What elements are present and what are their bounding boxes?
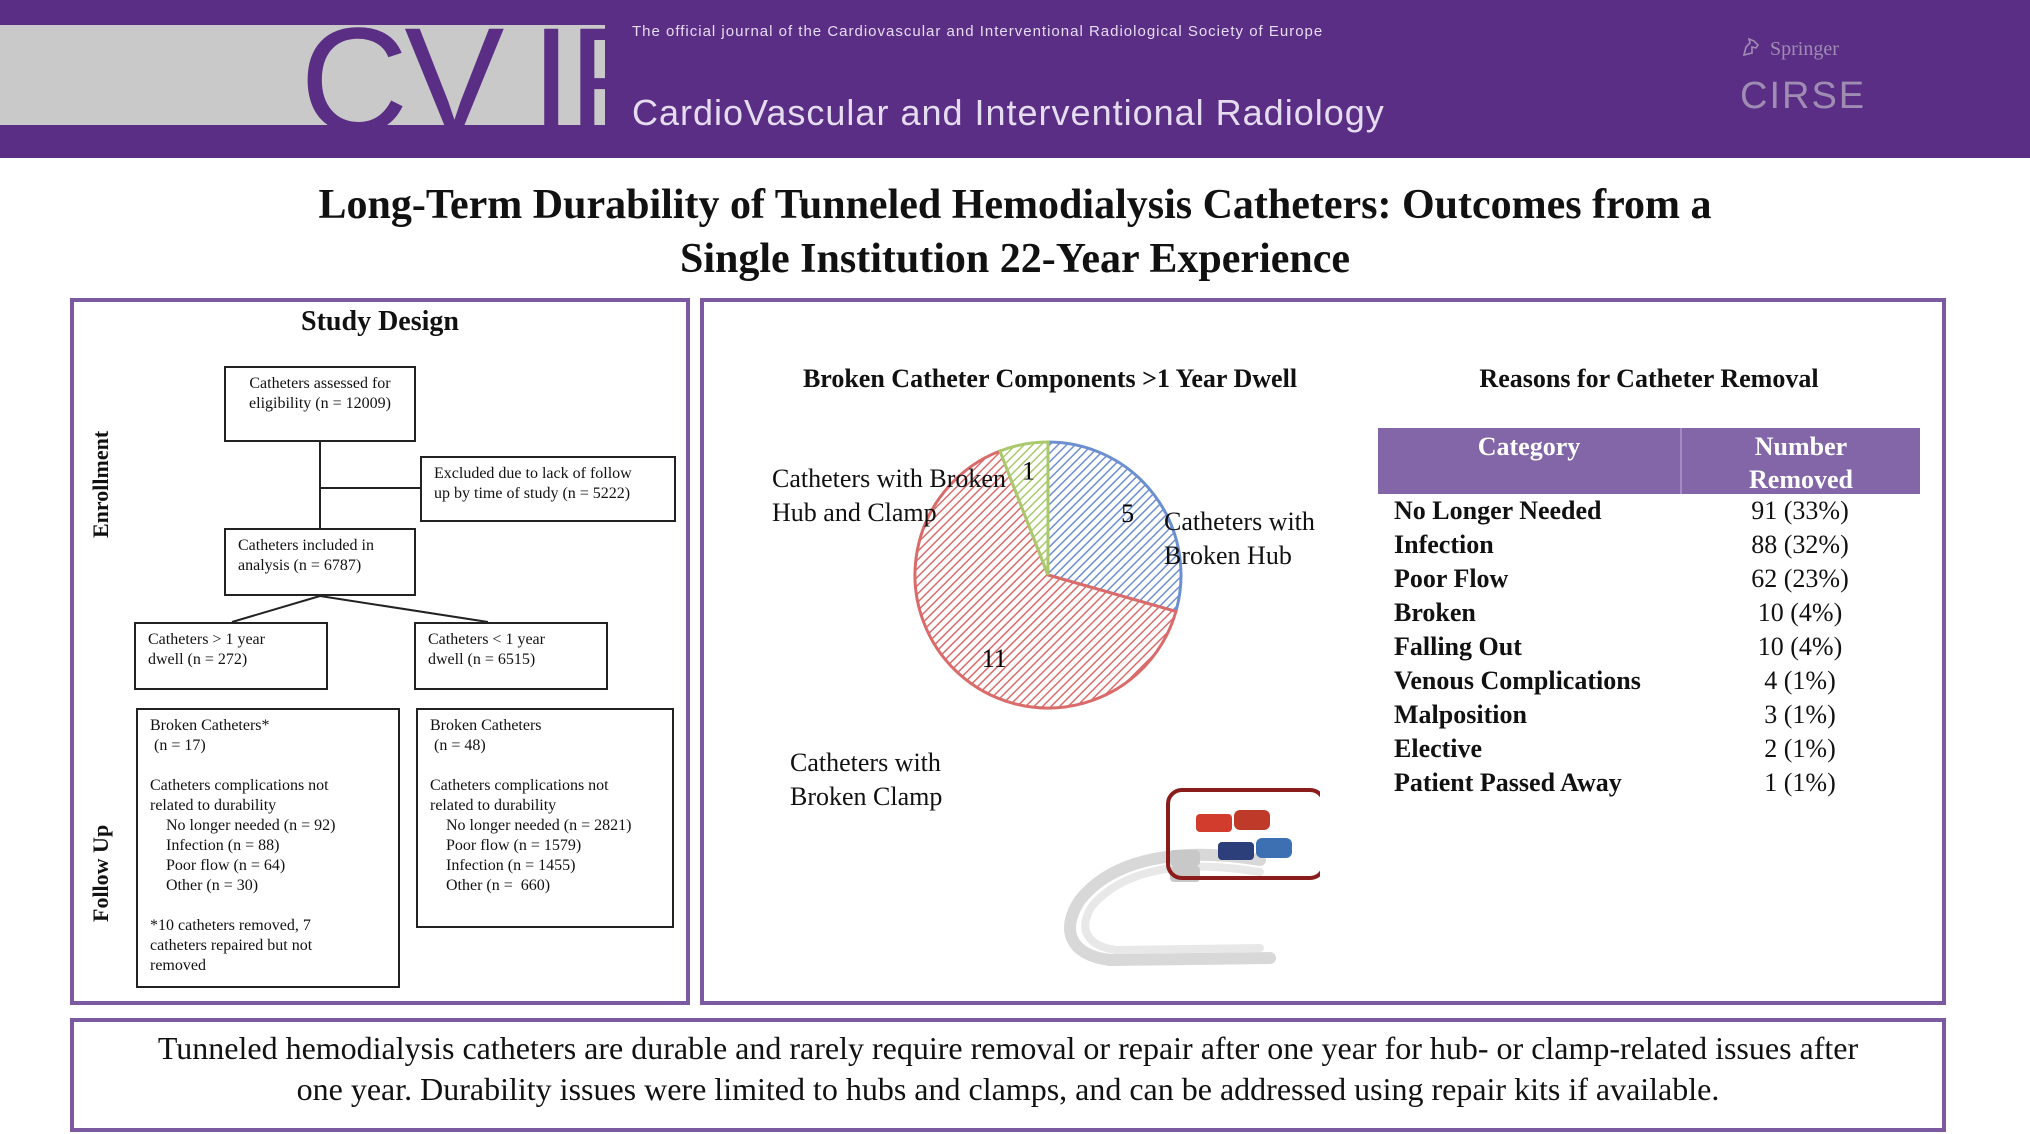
flow-line: Other (n = 660) [430,877,551,894]
flow-line: Broken Catheters* [150,717,270,734]
flow-line: Catheters complications not [430,777,609,794]
journal-name: CardioVascular and Interventional Radiology [632,92,1385,133]
journal-tagline: The official journal of the Cardiovascular and Interventional Radiological Society of Europe [632,23,1324,40]
flow-line: Infection (n = 88) [150,837,280,854]
catheter-illustration [1020,780,1320,980]
table-row-number: 88 (32%) [1751,530,1849,559]
summary-line-2: one year. Durability issues were limited to hubs and clamps, and can be addressed using repair kits if available. [296,1071,1720,1107]
table-row-number: 62 (23%) [1751,564,1849,593]
lt1-year-box: Catheters < 1 year dwell (n = 6515) [414,622,608,690]
table-row-number: 1 (1%) [1764,768,1836,797]
table-row-number: 3 (1%) [1764,700,1836,729]
table-col-number: Number Removed [1749,432,1853,494]
table-row-category: Malposition [1394,700,1527,729]
pie-value-hub: 5 [1121,498,1135,528]
flow-line: related to durability [150,797,277,814]
flow-line: (n = 17) [150,737,206,754]
table-row-number: 10 (4%) [1757,598,1843,627]
included-box: Catheters included in analysis (n = 6787) [224,528,416,596]
title-line-1: Long-Term Durability of Tunneled Hemodialysis Catheters: Outcomes from a [318,182,1712,228]
flow-line: Other (n = 30) [150,877,259,894]
assessed-box: Catheters assessed for eligibility (n = 12009) [224,366,416,442]
flow-line: catheters repaired but not [150,937,313,954]
table-row-category: Patient Passed Away [1394,768,1622,797]
society-logo: CIRSE [1740,75,1867,117]
flow-line: removed [150,957,206,974]
followup-label: Follow Up [88,824,113,922]
table-title: Reasons for Catheter Removal [1479,364,1819,393]
flow-line: Poor flow (n = 64) [150,857,286,874]
pie-title: Broken Catheter Components >1 Year Dwell [802,364,1298,393]
table-col-category: Category [1477,432,1581,461]
flow-line: (n = 48) [430,737,486,754]
journal-logo: CV IR [300,0,673,164]
table-row-category: Poor Flow [1394,564,1509,593]
flow-line: No longer needed (n = 92) [150,817,336,834]
table-row-category: Elective [1394,734,1483,763]
flow-line: Broken Catheters [430,717,542,734]
publisher-name: Springer [1770,38,1839,60]
flow-line: Infection (n = 1455) [430,857,576,874]
flow-line: No longer needed (n = 2821) [430,817,632,834]
flow-line: *10 catheters removed, 7 [150,917,311,934]
table-row-number: 10 (4%) [1757,632,1843,661]
table-row-category: Infection [1394,530,1494,559]
table-row-number: 4 (1%) [1764,666,1836,695]
table-row-number: 91 (33%) [1751,496,1849,525]
table-row-category: No Longer Needed [1394,496,1602,525]
pie-label-hub: Catheters with Broken Hub [1164,507,1315,570]
table-row-category: Broken [1394,598,1476,627]
table-row-number: 2 (1%) [1764,734,1836,763]
enrollment-label: Enrollment [88,430,113,538]
table-row-category: Venous Complications [1394,666,1641,695]
flow-line: Poor flow (n = 1579) [430,837,582,854]
summary-line-1: Tunneled hemodialysis catheters are durable and rarely require removal or repair after one year for hub- or clamp-related issues after [157,1030,1859,1066]
study-design-title: Study Design [301,306,459,337]
excluded-box: Excluded due to lack of follow up by time of study (n = 5222) [420,456,676,522]
pie-value-hub-clamp: 1 [1021,456,1035,486]
title-line-2: Single Institution 22-Year Experience [679,236,1351,282]
flow-line: related to durability [430,797,557,814]
flow-line: Catheters complications not [150,777,329,794]
summary-text [90,1028,1926,1110]
pie-label-clamp: Catheters with Broken Clamp [790,748,943,811]
pie-label-hub-clamp: Catheters with Broken Hub and Clamp [772,464,1006,527]
pie-value-clamp: 11 [981,643,1007,673]
table-row-category: Falling Out [1394,632,1522,661]
gt1-year-box: Catheters > 1 year dwell (n = 272) [134,622,328,690]
